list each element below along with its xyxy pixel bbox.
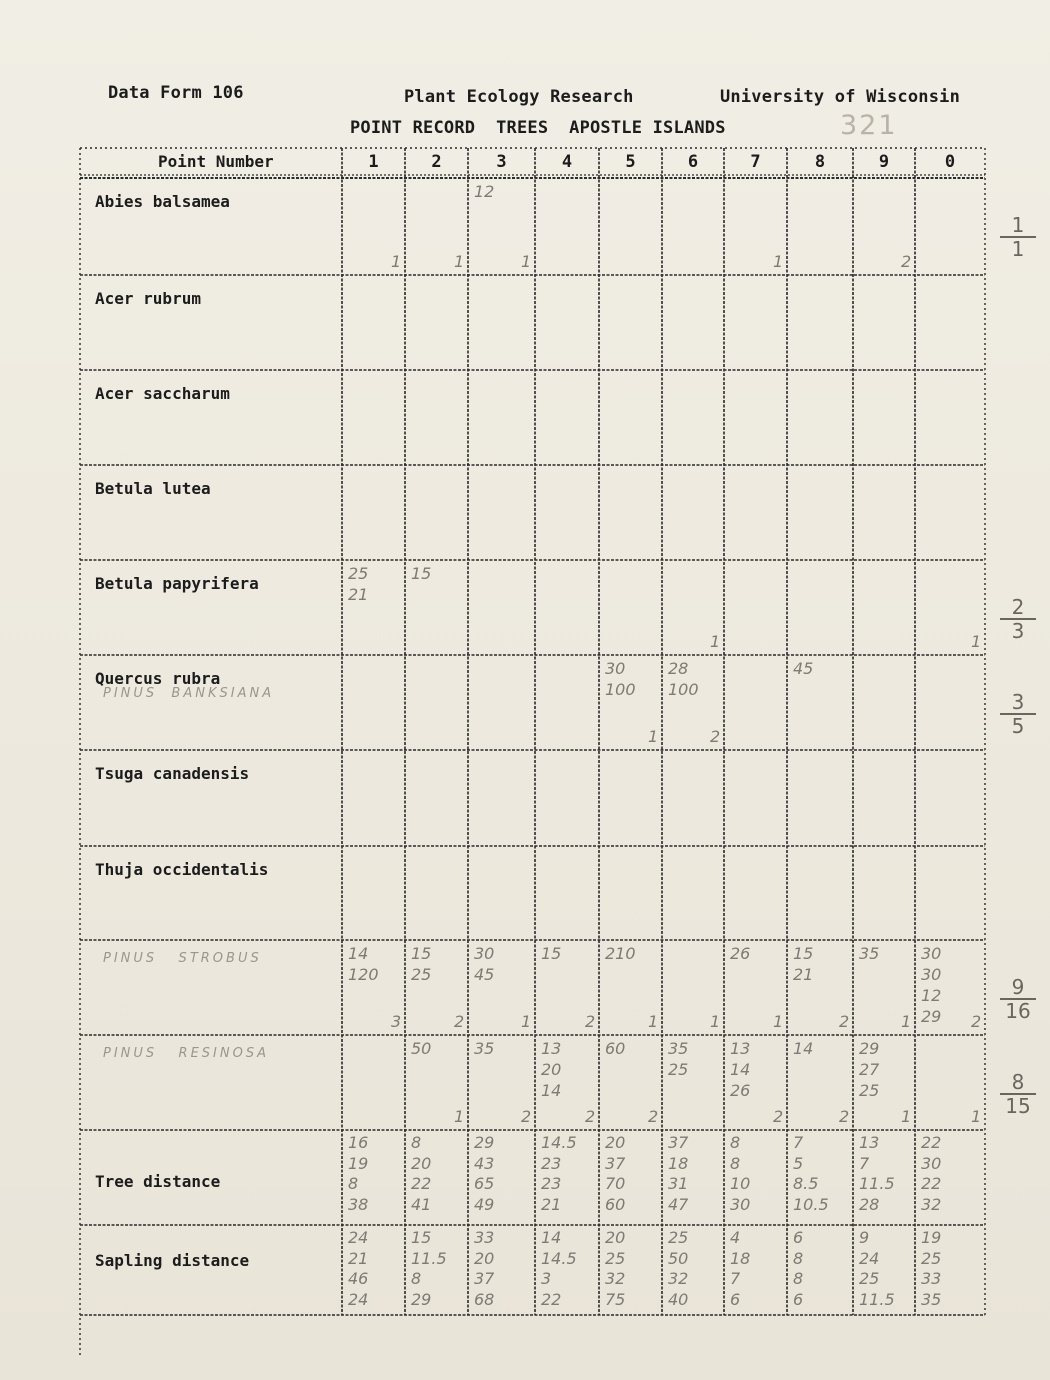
row-label: Thuja occidentalis [95,860,269,879]
cell-count: 1 [971,1107,982,1126]
cell-value: 24 21 46 24 [348,1228,369,1309]
cell-value: 30 100 [605,659,636,699]
row-label: Betula lutea [95,479,211,498]
tally-numerator: 1 [1011,213,1025,237]
row-tally [1000,1071,1036,1117]
cell-value: 14 14.5 3 22 [541,1228,577,1309]
row-label: Quercus rubra [95,669,221,688]
cell-value: 20 37 70 60 [605,1133,626,1214]
cell-value: 13 14 26 [730,1039,751,1100]
cell-value: 15 21 [793,944,814,984]
cell-value: 13 20 14 [541,1039,562,1100]
row-tally [1000,691,1036,737]
column-header-6: 6 [687,152,699,172]
row-label: Sapling distance [95,1251,250,1270]
form-subtitle: POINT RECORD TREES APOSTLE ISLANDS [350,118,726,138]
column-header-2: 2 [431,152,442,172]
cell-count: 2 [839,1107,850,1126]
row-note: PINUS RESINOSA [103,1046,269,1061]
cell-value: 15 [541,944,562,963]
cell-value: 8 20 22 41 [411,1133,432,1214]
cell-value: 22 30 22 32 [921,1133,942,1214]
column-header-4: 4 [561,152,573,172]
cell-value: 6 8 8 6 [793,1228,804,1309]
column-header-0: 0 [944,152,956,172]
cell-value: 30 45 [474,944,495,984]
row-label: Tree distance [95,1172,221,1191]
row-label: Acer rubrum [95,289,201,308]
cell-value: 15 25 [411,944,432,984]
cell-value: 33 20 37 68 [474,1228,495,1309]
cell-count: 2 [585,1012,596,1031]
cell-value: 19 25 33 35 [921,1228,942,1309]
cell-value: 20 25 32 75 [605,1228,626,1309]
cell-value: 15 [411,564,432,583]
cell-value: 35 25 [668,1039,689,1079]
row-label: Acer saccharum [95,384,230,403]
cell-count: 1 [773,252,784,271]
cell-value: 50 [411,1039,432,1058]
cell-value: 14.5 23 23 21 [541,1133,577,1214]
cell-count: 1 [901,1012,912,1031]
tally-numerator: 9 [1011,975,1025,999]
cell-value: 15 11.5 8 29 [411,1228,447,1309]
cell-value: 14 [793,1039,814,1058]
form-id: Data Form 106 [108,83,244,103]
university-name: University of Wisconsin [720,87,961,107]
cell-count: 2 [839,1012,850,1031]
column-header-1: 1 [368,152,379,172]
column-header-9: 9 [878,152,890,172]
cell-value: 29 43 65 49 [474,1133,495,1214]
tally-denominator: 15 [1000,1093,1036,1117]
cell-count: 1 [648,1012,659,1031]
cell-count: 2 [773,1107,784,1126]
cell-value: 60 [605,1039,626,1058]
cell-value: 30 30 12 29 [921,944,942,1026]
cell-value: 29 27 25 [859,1039,880,1100]
cell-count: 1 [391,252,402,271]
row-note: PINUS BANKSIANA [103,686,275,701]
tally-numerator: 2 [1011,595,1025,619]
cell-value: 28 100 [668,659,699,699]
tally-numerator: 8 [1011,1070,1025,1094]
cell-value: 37 18 31 47 [668,1133,689,1214]
row-tally [1000,976,1036,1022]
cell-value: 16 19 8 38 [348,1133,369,1214]
cell-count: 2 [971,1012,982,1031]
row-note: PINUS STROBUS [103,951,262,966]
cell-count: 2 [454,1012,465,1031]
cell-value: 13 7 11.5 28 [859,1133,895,1214]
cell-count: 3 [391,1012,402,1031]
tally-numerator: 3 [1011,690,1025,714]
row-tally [1000,214,1036,260]
row-tally [1000,596,1036,642]
cell-count: 1 [521,1012,532,1031]
tally-denominator: 1 [1000,236,1036,260]
column-header-8: 8 [814,152,826,172]
cell-count: 1 [648,727,659,746]
cell-count: 2 [901,252,912,271]
cell-count: 2 [710,727,721,746]
cell-count: 1 [773,1012,784,1031]
handwritten-form-number: 321 [840,110,898,141]
column-header-7: 7 [750,152,761,172]
cell-value: 35 [859,944,880,963]
cell-value: 4 18 7 6 [730,1228,751,1309]
cell-count: 2 [648,1107,659,1126]
cell-count: 1 [454,1107,465,1126]
column-header-3: 3 [496,152,507,172]
row-label: Abies balsamea [95,192,230,211]
tally-denominator: 3 [1000,618,1036,642]
cell-value: 25 21 [348,564,369,604]
row-label: Tsuga canadensis [95,764,250,783]
cell-value: 35 [474,1039,495,1058]
cell-count: 2 [585,1107,596,1126]
cell-count: 1 [901,1107,912,1126]
cell-count: 1 [710,632,721,651]
cell-value: 45 [793,659,814,678]
cell-count: 1 [454,252,465,271]
cell-value: 14 120 [348,944,379,984]
cell-value: 26 [730,944,751,963]
cell-value: 9 24 25 11.5 [859,1228,895,1309]
cell-value: 210 [605,944,636,963]
cell-value: 7 5 8.5 10.5 [793,1133,829,1214]
tally-denominator: 16 [1000,998,1036,1022]
cell-value: 8 8 10 30 [730,1133,751,1214]
tally-denominator: 5 [1000,713,1036,737]
column-header-5: 5 [625,152,636,172]
cell-count: 1 [971,632,982,651]
row-label: Betula papyrifera [95,574,259,593]
cell-count: 2 [521,1107,532,1126]
cell-value: 12 [474,182,495,201]
organization-name: Plant Ecology Research [404,87,634,107]
cell-count: 1 [521,252,532,271]
cell-count: 1 [710,1012,721,1031]
cell-value: 25 50 32 40 [668,1228,689,1309]
corner-label: Point Number [158,152,274,171]
